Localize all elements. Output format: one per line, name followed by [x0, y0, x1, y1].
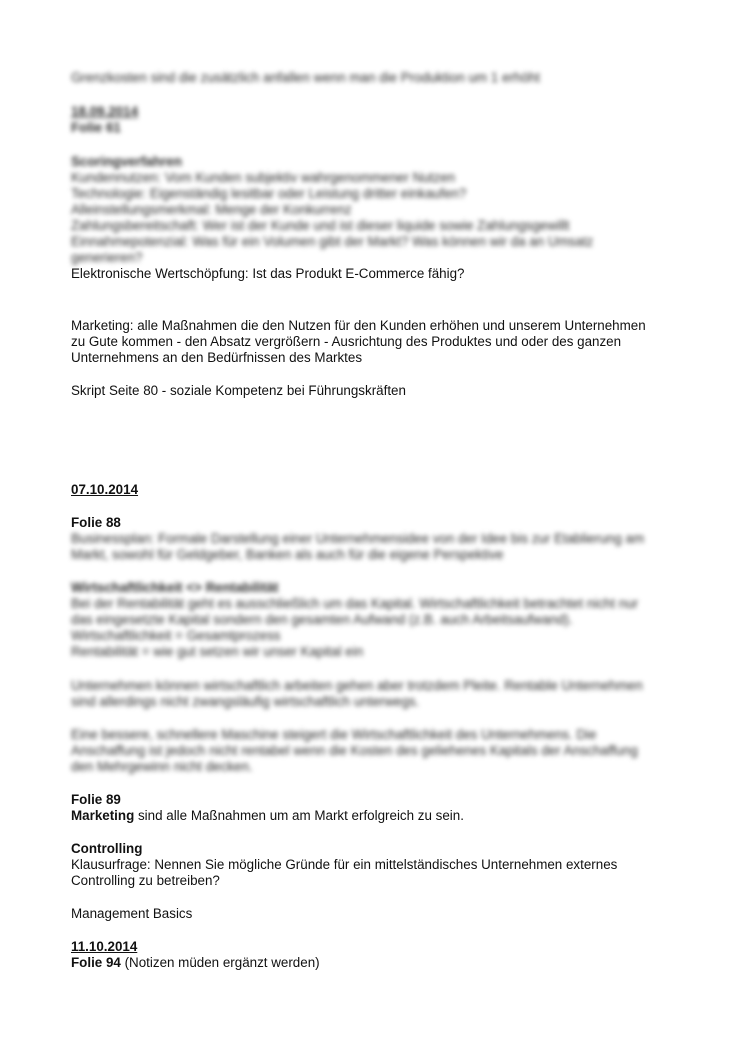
elektronische-wertschoepfung: Elektronische Wertschöpfung: Ist das Produkt E-Commerce fähig?: [71, 266, 465, 281]
list-item: Zahlungsbereitschaft: Wer ist der Kunde und ist dieser liquide sowie Zahlungsgewillt: [71, 218, 570, 233]
marketing-definition: [71, 808, 464, 824]
rentabilitaet-paragraph: Wirtschaftlichkeit = Gesamtprozess: [71, 628, 281, 643]
skript-line: Skript Seite 80 - soziale Kompetenz bei Führungskräften: [71, 383, 406, 398]
marketing-paragraph: Unternehmens an den Bedürfnissen des Marktes: [71, 350, 363, 365]
rentabilitaet-paragraph: Bei der Rentabilität geht es ausschließlich um das Kapital. Wirtschaftlichkeit betrachtet nicht nur: [71, 596, 639, 611]
folie-label: Folie 94: [71, 955, 121, 970]
list-item: generieren?: [71, 250, 143, 265]
rentabilitaet-paragraph: das eingesetzte Kapital sondern den gesamten Aufwand (z.B. auch Arbeitsaufwand).: [71, 612, 573, 627]
management-basics: Management Basics: [71, 906, 193, 921]
folie-note-text: (Notizen müden ergänzt werden): [120, 955, 320, 970]
maschine-paragraph: Anschaffung ist jedoch nicht rentabel wenn die Kosten des geliehenes Kapitals der Anschaffung: [71, 743, 638, 758]
unternehmen-paragraph: sind allerdings nicht zwangsläufig wirtschaftlich unterwegs.: [71, 694, 420, 709]
section-heading: Wirtschaftlichkeit <> Rentabilität: [71, 580, 279, 595]
marketing-term: Marketing: [71, 808, 135, 823]
businessplan-paragraph: Markt, sowohl für Geldgeber, Banken als auch für die eigene Perspektive: [71, 547, 504, 562]
folie-note: [71, 955, 320, 971]
rentabilitaet-paragraph: Rentabilität = wie gut setzen wir unser Kapital ein: [71, 644, 364, 659]
maschine-paragraph: Eine bessere, schnellere Maschine steigert die Wirtschaftlichkeit des Unternehmens. Die: [71, 727, 597, 742]
businessplan-paragraph: Businessplan: Formale Darstellung einer Unternehmensidee von der Idee bis zur Etablierung am: [71, 531, 645, 546]
maschine-paragraph: den Mehrgewinn nicht decken.: [71, 759, 253, 774]
grenzkosten-line: Grenzkosten sind die zusätzlich anfallen wenn man die Produktion um 1 erhöht: [71, 70, 540, 85]
date-heading: 18.09.2014: [71, 104, 139, 119]
marketing-paragraph: Marketing: alle Maßnahmen die den Nutzen für den Kunden erhöhen und unserem Unternehmen: [71, 318, 646, 333]
klausurfrage-paragraph: Klausurfrage: Nennen Sie mögliche Gründe für ein mittelständisches Unternehmen externes: [71, 857, 618, 872]
list-item: Kundennutzen: Vom Kunden subjektiv wahrgenommener Nutzen: [71, 170, 456, 185]
list-item: Einnahmepotenzial: Was für ein Volumen gibt der Markt? Was können wir da an Umsatz: [71, 234, 594, 249]
folie-heading: Folie 61: [71, 120, 121, 135]
marketing-text: sind alle Maßnahmen um am Markt erfolgreich zu sein.: [134, 808, 464, 823]
marketing-paragraph: zu Gute kommen - den Absatz vergrößern - Ausrichtung des Produktes und oder des ganzen: [71, 334, 622, 349]
klausurfrage-paragraph: Controlling zu betreiben?: [71, 873, 220, 888]
folie-heading: Folie 89: [71, 792, 121, 807]
section-heading: Scoringverfahren: [71, 154, 182, 169]
unternehmen-paragraph: Unternehmen können wirtschaftlich arbeiten gehen aber trotzdem Pleite. Rentable Unternehmen: [71, 678, 643, 693]
folie-heading: Folie 88: [71, 515, 121, 530]
date-heading: 11.10.2014: [71, 939, 138, 954]
controlling-heading: Controlling: [71, 841, 143, 856]
list-item: Alleinstellungsmerkmal: Menge der Konkurrenz: [71, 202, 352, 217]
list-item: Technologie: Eigenständig lesitbar oder Leistung dritter einkaufen?: [71, 186, 467, 201]
date-heading: 07.10.2014: [71, 482, 139, 497]
